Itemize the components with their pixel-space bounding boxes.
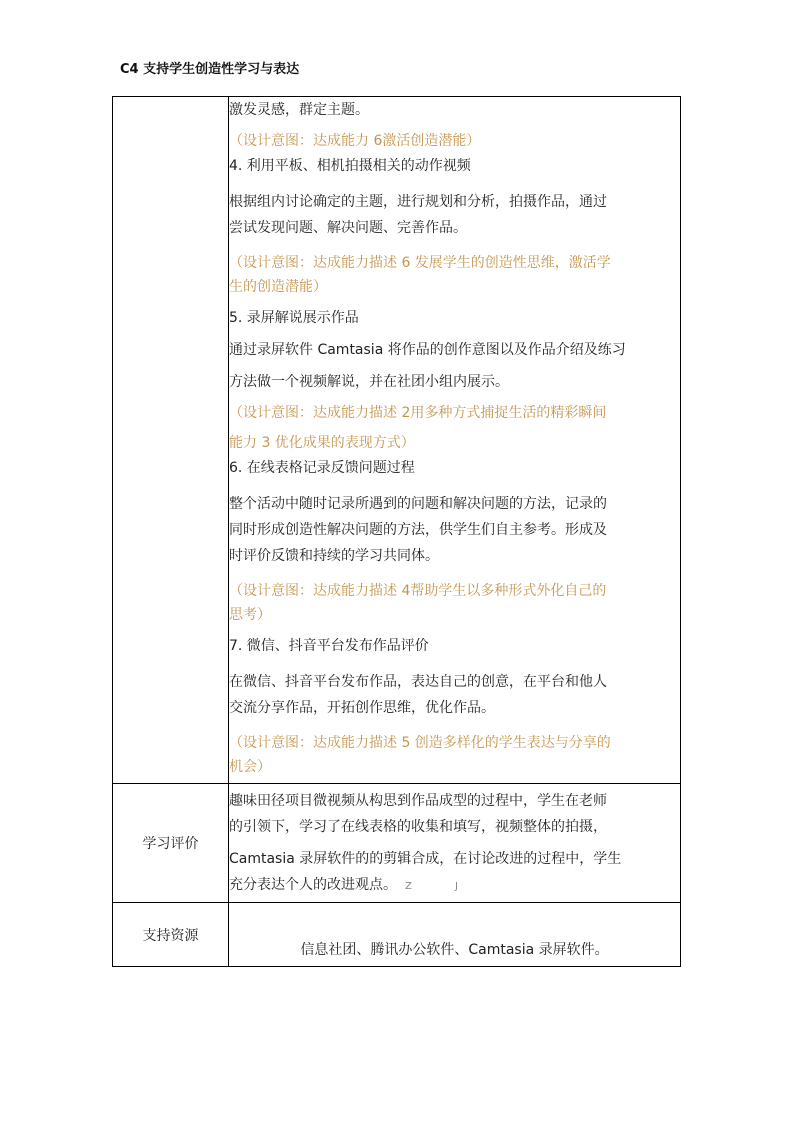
step-7-text-2: 交流分享作品，开拓创作思维，优化作品。: [229, 700, 495, 716]
lesson-table: [112, 96, 681, 967]
activity-content-cell: [229, 97, 681, 784]
design-intent-7-1: （设计意图：达成能力描述 5 创造多样化的学生表达与分享的: [229, 735, 611, 751]
step-6-title: 6. 在线表格记录反馈问题过程: [229, 460, 415, 476]
evaluation-line-2: 的引领下，学习了在线表格的收集和填写，视频整体的拍摄，: [229, 819, 607, 835]
resources-content-cell: [229, 903, 681, 967]
step-5-text-2: 方法做一个视频解说，并在社团小组内展示。: [229, 374, 509, 390]
design-intent-4-1: （设计意图：达成能力描述 6 发展学生的创造性思维，激活学: [229, 255, 611, 271]
design-intent-5-1: （设计意图：达成能力描述 2用多种方式捕捉生活的精彩瞬间: [229, 405, 607, 421]
page-header: C4 支持学生创造性学习与表达: [120, 62, 300, 77]
evaluation-line-4-wrap: [229, 872, 680, 900]
resources-row: [113, 903, 681, 967]
intro-line: 激发灵感，群定主题。: [229, 102, 369, 118]
design-intent-6-2: 思考）: [229, 607, 271, 623]
resources-text: 信息社团、腾讯办公软件、Camtasia 录屏软件。: [300, 942, 609, 958]
evaluation-mark: Z J: [405, 881, 478, 892]
step-5-title: 5. 录屏解说展示作品: [229, 310, 359, 326]
step-6-text-2: 同时形成创造性解决问题的方法，供学生们自主参考。形成及: [229, 522, 607, 538]
step-4-title: 4. 利用平板、相机拍摄相关的动作视频: [229, 158, 471, 174]
design-intent-5-2: 能力 3 优化成果的表现方式）: [229, 435, 415, 451]
activity-row: [113, 97, 681, 784]
design-intent-1: （设计意图：达成能力 6激活创造潜能）: [229, 133, 481, 149]
evaluation-line-1: 趣味田径项目微视频从构思到作品成型的过程中，学生在老师: [229, 793, 607, 809]
step-7-text-1: 在微信、抖音平台发布作品，表达自己的创意，在平台和他人: [229, 674, 607, 690]
step-4-text-1: 根据组内讨论确定的主题，进行规划和分析，拍摄作品，通过: [229, 194, 607, 210]
activity-label-cell: [113, 97, 229, 784]
design-intent-4-2: 生的创造潜能）: [229, 279, 327, 295]
evaluation-line-3: Camtasia 录屏软件的的剪辑合成，在讨论改进的过程中，学生: [229, 851, 622, 867]
step-7-title: 7. 微信、抖音平台发布作品评价: [229, 638, 429, 654]
step-5-text-1: 通过录屏软件 Camtasia 将作品的创作意图以及作品介绍及练习: [229, 342, 626, 358]
step-6-text-1: 整个活动中随时记录所遇到的问题和解决问题的方法，记录的: [229, 496, 607, 512]
evaluation-label: 学习评价: [113, 784, 229, 903]
step-6-text-3: 时评价反馈和持续的学习共同体。: [229, 548, 439, 564]
design-intent-7-2: 机会）: [229, 759, 271, 775]
resources-label: 支持资源: [113, 903, 229, 967]
evaluation-content-cell: [229, 784, 681, 903]
evaluation-row: [113, 784, 681, 903]
evaluation-line-4: 充分表达个人的改进观点。: [229, 877, 397, 893]
design-intent-6-1: （设计意图：达成能力描述 4帮助学生以多种形式外化自己的: [229, 583, 607, 599]
step-4-text-2: 尝试发现问题、解决问题、完善作品。: [229, 220, 467, 236]
